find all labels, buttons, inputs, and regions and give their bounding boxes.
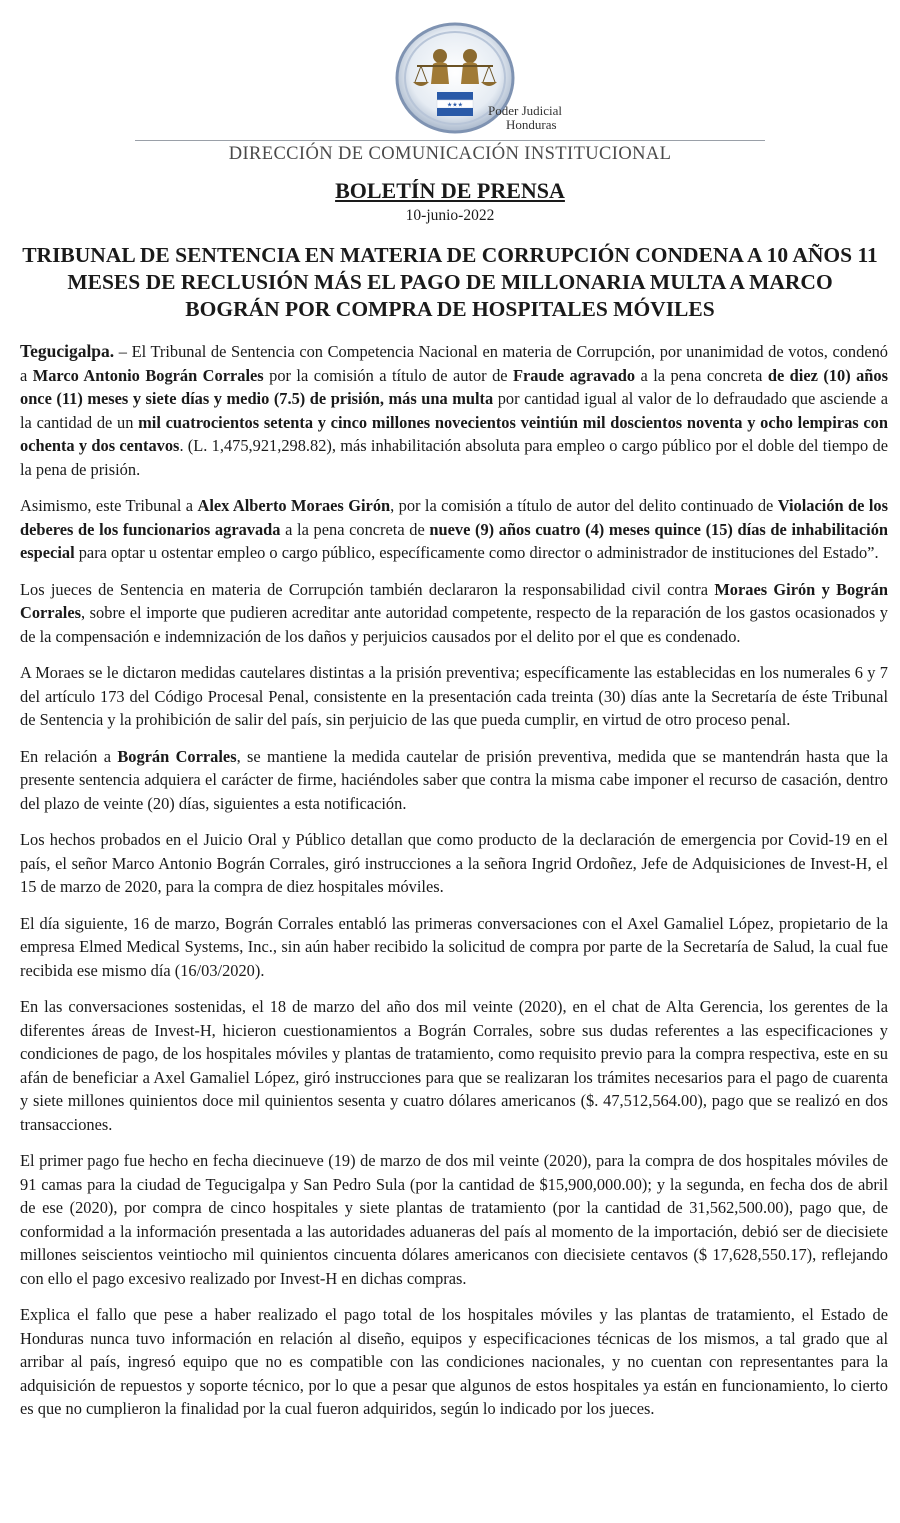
defendant-name: Marco Antonio Bográn Corrales (32, 365, 264, 385)
text-span: por la comisión a título de autor de (263, 365, 514, 385)
text-span: , se mantiene la medida cautelar de prisión preventiva, medida que se mantendrán hasta que la presente sentencia adquiera el carácter de firme, haciéndoles saber que contra la misma cabe imponer el recurso de casación, dentro del plazo de veinte (20) días, siguientes a esta notificación. (20, 746, 888, 813)
logo-wordmark (488, 104, 562, 132)
sentence-term: nueve (9) años cuatro (4) meses quince (15) días de inhabilitación especial (20, 519, 889, 562)
svg-text:★★★: ★★★ (446, 101, 464, 109)
fine-amount: mil cuatrocientos setenta y cinco millones novecientos veintiún mil doscientos noventa y ocho lempiras con ochenta y dos centavos (20, 412, 888, 455)
sentence-term: de diez (10) años once (11) meses y siete días y medio (7.5) de prisión, más una multa (20, 365, 888, 408)
paragraph-4: A Moraes se le dictaron medidas cautelares distintas a la prisión preventiva; específicamente las establecidas en los numerales 6 y 7 del artículo 173 del Código Procesal Penal, consistente en la presentación cada treinta (30) días ante la Secretaría de éste Tribunal de Sentencia y la prohibición de salir del país, sin perjuicio de las que pueda cumplir, en virtud de otro proceso penal. (20, 663, 888, 729)
text-span: Asimismo, este Tribunal a (20, 496, 198, 515)
bulletin-title-text: BOLETÍN DE PRENSA (335, 178, 565, 203)
headline: TRIBUNAL DE SENTENCIA EN MATERIA DE CORRUPCIÓN CONDENA A 10 AÑOS 11 MESES DE RECLUSIÓN MÁS EL PAGO DE MILLONARIA MULTA A MARCO BOGRÁN POR COMPRA DE HOSPITALES MÓVILES (22, 243, 878, 321)
defendant-name: Bográn Corrales (117, 746, 237, 766)
logo-line-2: Honduras (506, 117, 557, 132)
text-span: a la pena concreta (635, 365, 768, 385)
text-span: , por la comisión a título de autor del delito continuado de (390, 496, 778, 515)
paragraph-2 (20, 494, 888, 565)
text-span: por cantidad igual al valor de lo defraudado que asciende a la cantidad de un (20, 389, 888, 432)
paragraph-5 (20, 745, 888, 816)
paragraph-1 (20, 340, 888, 481)
crime-name: Violación de los deberes de los funcionarios agravada (20, 496, 888, 539)
crime-name: Fraude agravado (513, 365, 636, 385)
city-dateline: Tegucigalpa. (20, 341, 115, 361)
defendant-names: Moraes Girón y Bográn Corrales (20, 579, 888, 622)
paragraph-9: El primer pago fue hecho en fecha diecinueve (19) de marzo de dos mil veinte (2020), para la compra de dos hospitales móviles de 91 camas para la ciudad de Tegucigalpa y San Pedro Sula (por la cantidad de $15,900,000.00); y la segunda, en fecha dos de abril de ese (2020), por compra de cinco hospitales y siete plantas de tratamiento (por la cantidad de 31,562,500.00), pago que, de conformidad a la información presentada a las autoridades aduaneras del país al momento de la importación, debió ser de diecisiete millones seiscientos veintiocho mil quinientos cincuenta dólares americanos con diecisiete centavos ($ 17,628,550.17), reflejando con ello el pago excesivo realizado por Invest-H en dichas compras. (20, 1151, 888, 1288)
article-body (20, 340, 888, 1434)
text-span: Los jueces de Sentencia en materia de Corrupción también declararon la responsabilidad civil contra (20, 579, 715, 599)
paragraph-6: Los hechos probados en el Juicio Oral y Público detallan que como producto de la declaración de emergencia por Covid-19 en el país, el señor Marco Antonio Bográn Corrales, giró instrucciones a la señora Ingrid Ordoñez, Jefe de Adquisiciones de Invest-H, el 15 de marzo de 2020, para la compra de diez hospitales móviles. (20, 830, 888, 896)
header-divider (135, 140, 765, 141)
text-span: En relación a (20, 746, 118, 766)
bulletin-title (0, 178, 900, 204)
text-span: – El Tribunal de Sentencia con Competencia Nacional en materia de Corrupción, por unanimidad de votos, condenó a (20, 342, 888, 385)
paragraph-8: En las conversaciones sostenidas, el 18 de marzo del año dos mil veinte (2020), en el chat de Alta Gerencia, los gerentes de la diferentes áreas de Invest-H, hicieron cuestionamientos a Bográn Corrales, sobre sus dudas referentes a las especificaciones y condiciones de pago, de los hospitales móviles y plantas de tratamiento, como requisito previo para la compra respectiva, este en su afán de beneficiar a Axel Gamaliel López, giró instrucciones para que se realizaran los trámites necesarios para el pago de cuarenta y siete millones quinientos doce mil quinientos sesenta y cuatro dólares americanos ($. 47,512,564.00), pago que se realizó en dos transacciones. (20, 997, 888, 1134)
logo-line-1: Poder Judicial (488, 103, 563, 118)
text-span: a la pena concreta de (280, 519, 430, 539)
text-span: . (L. 1,475,921,298.82), más inhabilitación absoluta para empleo o cargo público por el doble del tiempo de la pena de prisión. (20, 436, 888, 479)
paragraph-10: Explica el fallo que pese a haber realizado el pago total de los hospitales móviles y las plantas de tratamiento, el Estado de Honduras nunca tuvo información en relación al diseño, equipos y especificaciones técnicas de los mismos, a tal grado que al arribar al país, ingresó equipo que no es compatible con las condiciones nacionales, y no cuentan con representantes para la adquisición de repuestos y soporte técnico, por lo que a pesar que algunos de estos hospitales ya están en funcionamiento, lo cierto es que no cumplieron la finalidad por la cual fueron adquiridos, según lo indicado por los jueces. (20, 1305, 888, 1418)
bulletin-date: 10-junio-2022 (405, 207, 495, 224)
text-span: , sobre el importe que pudieren acreditar ante autoridad competente, respecto de la reparación de los gastos ocasionados y de la compensación e indemnización de los daños y perjuicios causados por el delito por el que es condenado. (20, 603, 888, 646)
paragraph-3 (20, 578, 888, 649)
paragraph-7: El día siguiente, 16 de marzo, Bográn Corrales entabló las primeras conversaciones con el Axel Gamaliel López, propietario de la empresa Elmed Medical Systems, Inc., sin aún haber recibido la solicitud de compra por parte de la Secretaría de Salud, la cual fue recibida ese mismo día (16/03/2020). (20, 913, 888, 980)
text-span: para optar u ostentar empleo o cargo público, específicamente como director o administrador de instituciones del Estado”. (74, 543, 879, 562)
defendant-name: Alex Alberto Moraes Girón (197, 496, 391, 515)
department-name: DIRECCIÓN DE COMUNICACIÓN INSTITUCIONAL (228, 144, 672, 164)
poder-judicial-logo (385, 22, 585, 142)
